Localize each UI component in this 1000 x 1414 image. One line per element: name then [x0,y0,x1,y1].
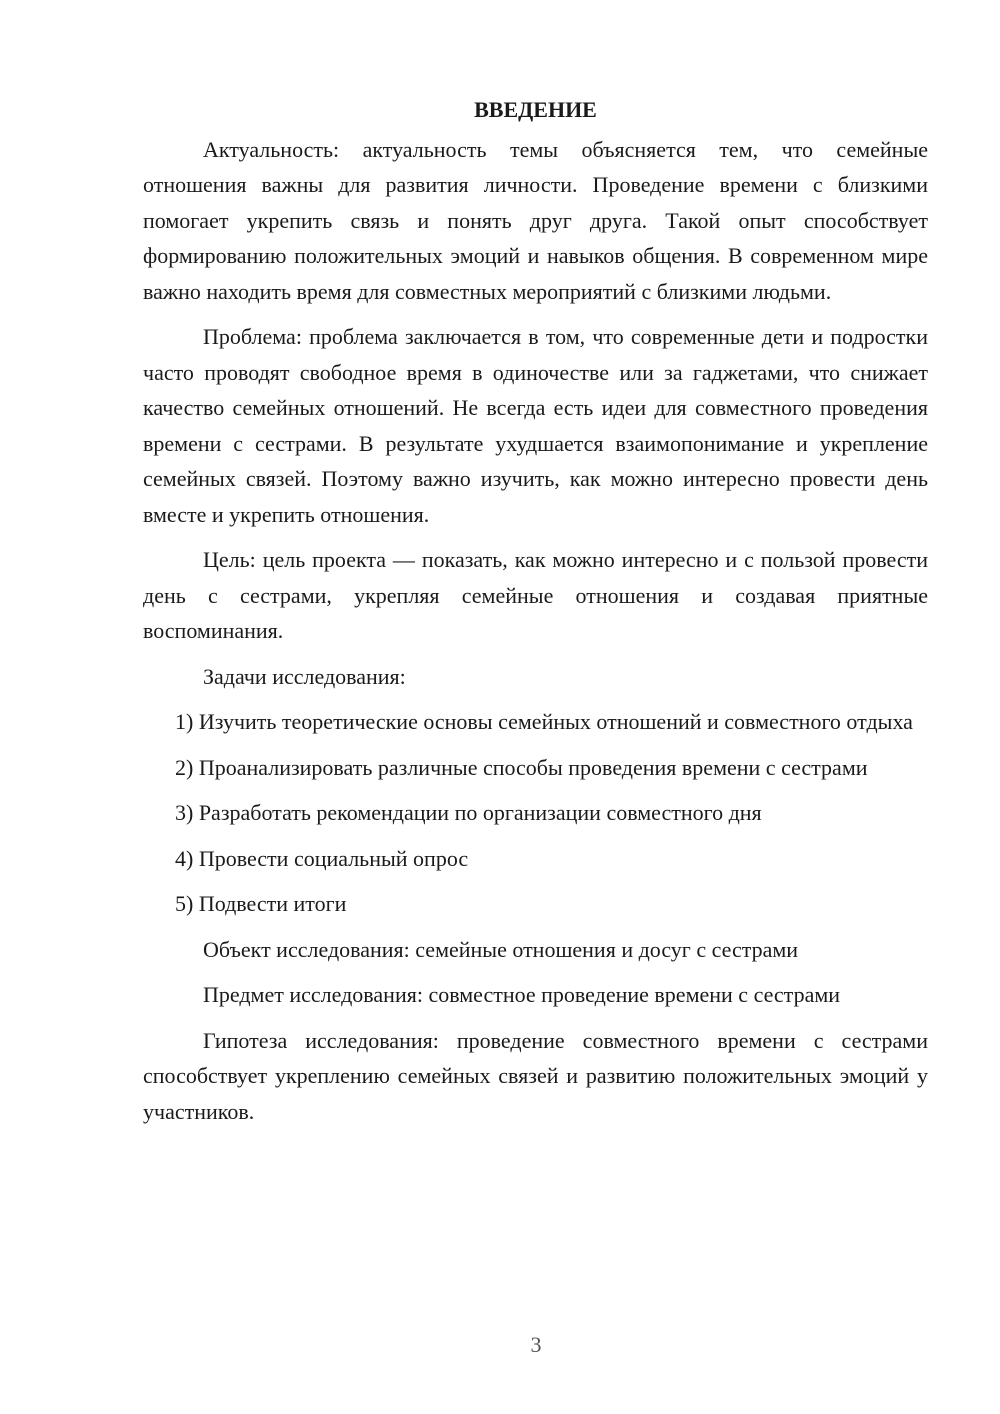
problem-paragraph: Проблема: проблема заключается в том, что современные дети и подростки часто проводят свободное время в одиночестве или за гаджетами, что снижает качество семейных отношений. Не всегда есть идеи для совместного проведения времени с сестрами. В результате ухудшается взаимопонимание и укрепление семейных связей. Поэтому важно изучить, как можно интересно провести день вместе и укрепить отношения. [143,324,928,527]
page-title: ВВЕДЕНИЕ [474,97,597,122]
research-object: Объект исследования: семейные отношения и досуг с сестрами [203,936,799,962]
task-item-5: 5) Подвести итоги [175,891,347,916]
task-item-3: 3) Разработать рекомендации по организации совместного дня [175,800,762,825]
hypothesis-paragraph: Гипотеза исследования: проведение совместного времени с сестрами способствует укреплению семейных связей и развитию положительных эмоций у участников. [143,1027,928,1124]
page-number: 3 [530,1332,542,1357]
research-subject: Предмет исследования: совместное проведение времени с сестрами [203,982,841,1007]
task-item-2: 2) Проанализировать различные способы проведения времени с сестрами [175,754,868,780]
task-item-1: 1) Изучить теоретические основы семейных отношений и совместного отдыха [175,709,913,734]
relevance-paragraph: Актуальность: актуальность темы объясняется тем, что семейные отношения важны для развития личности. Проведение времени с близкими помогает укрепить связь и понять друг друга. Такой опыт способствует формированию положительных эмоций и навыков общения. В современном мире важно находить время для совместных мероприятий с близкими людьми. [143,136,928,304]
tasks-heading: Задачи исследования: [203,663,406,689]
goal-paragraph: Цель: цель проекта — показать, как можно интересно и с пользой провести день с сестрами, укрепляя семейные отношения и создавая приятные воспоминания. [143,547,928,643]
page-body [143,92,928,1129]
task-item-4: 4) Провести социальный опрос [175,845,469,871]
